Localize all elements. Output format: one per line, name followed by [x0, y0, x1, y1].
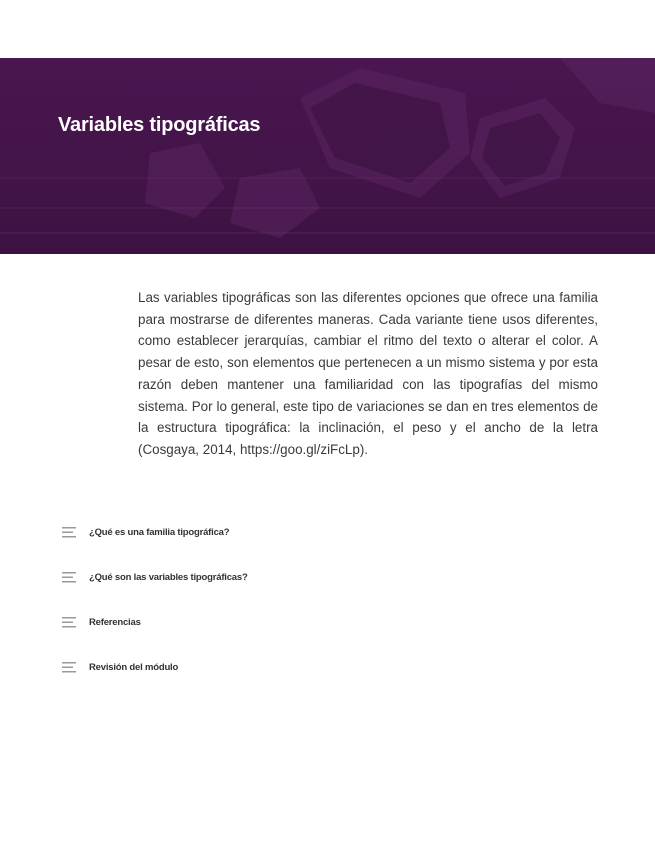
hero-background-image — [0, 58, 655, 254]
lesson-item[interactable] — [62, 600, 602, 645]
lesson-item[interactable] — [62, 645, 602, 690]
list-lines-icon — [62, 572, 76, 583]
page-title: Variables tipográficas — [58, 114, 261, 136]
list-lines-icon — [62, 662, 76, 673]
lesson-label: Revisión del módulo — [89, 662, 179, 673]
intro-paragraph: Las variables tipográficas son las diferentes opciones que ofrece una familia para mostrarse de diferentes maneras. Cada variante tiene usos diferentes, como establecer jerarquías, cambiar el ritmo del texto o alterar el color. A pesar de esto, son elementos que pertenecen a un mismo sistema y por esta razón deben mantener una familiaridad con las tipografías del mismo sistema. Por lo general, este tipo de variaciones se dan en tres elementos de la estructura tipográfica: la inclinación, el peso y el ancho de la letra (Cosgaya, 2014, https://goo.gl/ziFcLp). — [138, 290, 598, 457]
lesson-item[interactable] — [62, 510, 602, 555]
lesson-item[interactable] — [62, 555, 602, 600]
lesson-label: ¿Qué es una familia tipográfica? — [89, 527, 230, 538]
list-lines-icon — [62, 617, 76, 628]
lesson-list — [62, 510, 602, 690]
list-lines-icon — [62, 527, 76, 538]
lesson-label: Referencias — [89, 617, 141, 628]
hero-banner — [0, 58, 655, 254]
lesson-label: ¿Qué son las variables tipográficas? — [89, 572, 248, 583]
